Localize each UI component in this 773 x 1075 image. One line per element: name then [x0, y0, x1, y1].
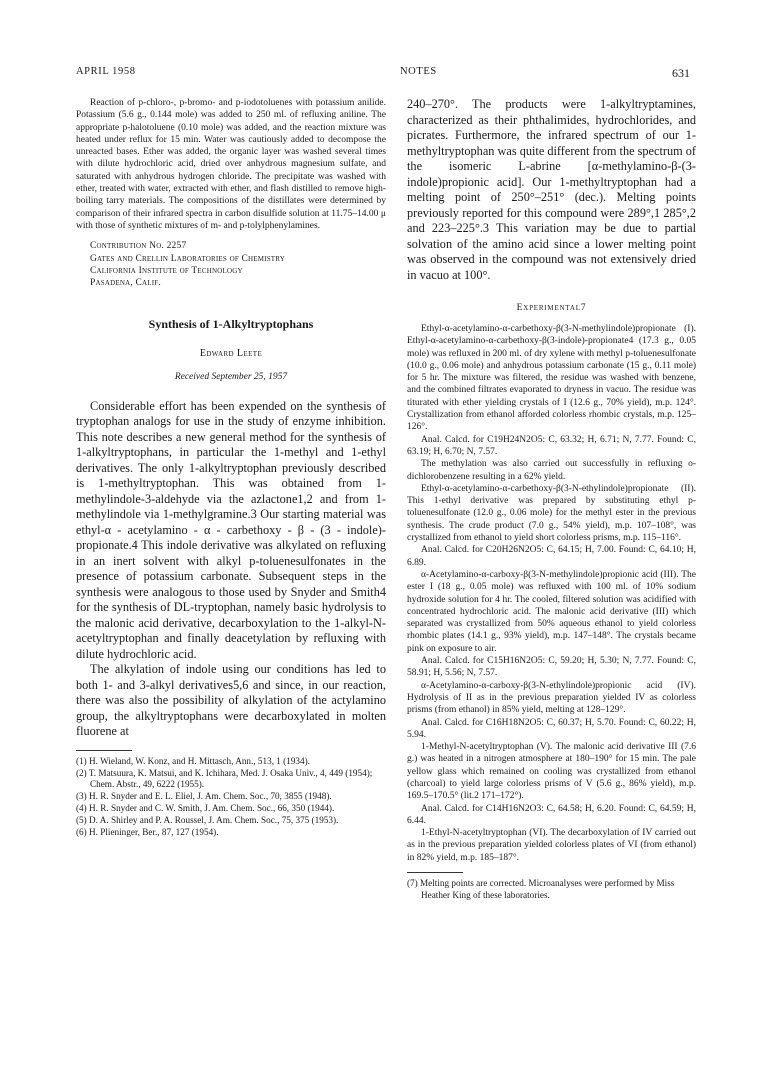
experimental-paragraph: α-Acetylamino-α-carboxy-β(3-N-methylindole)propionic acid (III). The ester I (18 g., 0.05 mole) was refluxed with 100 ml. of 10% sodium hydroxide solution for 4 hr. The cooled, filtered solution was acidified with concentrated hydrochloric acid. The malonic acid derivative (III) which separated was crystallized from 50% aqueous ethanol to yield colorless rhombic plates (14.1 g., 93% yield), m.p. 147–148°. The crystals became pink on exposure to air. — [407, 569, 696, 654]
footnotes — [76, 756, 386, 839]
intro-paragraph: Reaction of p-chloro-, p-bromo- and p-iodotoluenes with potassium anilide. Potassium (5.6 g., 0.144 mole) was added to 250 ml. of refluxing aniline. The appropriate p-halotoluene (0.10 mole) was added, and the reaction mixture was heated under reflux for 15 min. Water was cautiously added to decompose the unreacted bases. Ether was added, the organic layer was washed several times with dilute hydrochloric acid, dried over anhydrous magnesium sulfate, and saturated with anhydrous hydrogen chloride. The precipitate was washed with ether, treated with water, extracted with ether, and flash distilled to remove high-boiling tarry materials. The compositions of the distillates were determined by comparison of their infrared spectra in carbon disulfide solution at 11.75–14.00 μ with those of synthetic mixtures of m- and p-tolylphenylamines. — [76, 98, 386, 231]
analysis-line: Anal. Calcd. for C20H26N2O5: C, 64.15; H, 7.00. Found: C, 64.10; H, 6.89. — [407, 545, 696, 568]
footnote-divider — [407, 872, 463, 873]
page-number: 631 — [672, 66, 690, 80]
contribution-institute: California Institute of Technology — [90, 266, 243, 277]
experimental-paragraph: Ethyl-α-acetylamino-α-carbethoxy-β(3-N-methylindole)propionate (I). Ethyl-α-acetylamino-α-carbethoxy-β(3-indole)-propionate4 (17.3 g., 0.05 mole) was refluxed in 200 ml. of dry xylene with methyl p-toluenesulfonate (10.0 g., 0.06 mole) and anhydrous potassium carbonate (15 g., 0.11 mole) for 5 hr. The mixture was filtered, the residue was washed with benzene, and the combined filtrates evaporated to dryness in vacuo. The residue was titurated with ether yielding crystals of I (12.6 g., 70% yield), m.p. 124°. Crystallization from ethanol afforded colorless rhombic crystals, m.p. 125–126°. — [407, 324, 696, 433]
footnote-item: (4) H. R. Snyder and C. W. Smith, J. Am. Chem. Soc., 66, 350 (1944). — [76, 803, 335, 814]
analysis-line: Anal. Calcd. for C14H16N2O3: C, 64.58; H, 6.20. Found: C, 64.59; H, 6.44. — [407, 803, 696, 826]
footnote-item: (3) H. R. Snyder and E. L. Eliel, J. Am. Chem. Soc., 70, 3855 (1948). — [76, 791, 332, 802]
left-column — [76, 97, 386, 838]
continuation-paragraph: 240–270°. The products were 1-alkyltryptamines, characterized as their phthalimides, hydrochlorides, and picrates. Furthermore, the infrared spectrum of our 1-methyltryptophan was quite different from the spectrum of the isomeric L-abrine [α-methylamino-β-(3-indole)propionic acid]. Our 1-methyltryptophan had a melting point of 250°–251° (dec.). Melting points previously reported for this compound were 289°,1 285°,2 and 223–225°.3 This variation may be due to partial solvation of the amino acid since a lower melting point was observed in the compound was not extensively dried in vacuo at 100°. — [407, 97, 697, 282]
contribution-number: Contribution No. 2257 — [90, 241, 187, 252]
received-date: Received September 25, 1957 — [174, 371, 288, 382]
experimental-paragraph: 1-Methyl-N-acetyltryptophan (V). The malonic acid derivative III (7.6 g.) was heated in a nitrogen atmosphere at 180–190° for 15 min. The pale yellow glass which remained on cooling was crystallized from ethanol (charcoal) to yield large colorless prisms of V (5.6 g., 86% yield), m.p. 169.5–170.5° (lit.2 171–172°). — [407, 742, 696, 802]
contribution-city: Pasadena, Calif. — [90, 278, 161, 289]
experimental-heading: Experimental7 — [516, 303, 587, 313]
article-author: Edward Leete — [199, 347, 263, 359]
footnote-item: (2) T. Matsuura, K. Matsui, and K. Ichihara, Med. J. Osaka Univ., 4, 449 (1954); Chem. Abstr., 49, 6222 (1955). — [76, 767, 373, 790]
experimental-paragraph: Ethyl-α-acetylamino-α-carbethoxy-β(3-N-ethylindole)propionate (II). This 1-ethyl derivative was prepared by substituting ethyl p-toluenesulfonate (12.0 g., 0.06 mole) for the methyl ester in the previous synthesis. The crude product (7.0 g., 54% yield), m.p. 107–108°, was crystallized from ethanol to yield short colorless prisms, m.p. 115–116°. — [407, 483, 696, 544]
experimental-paragraph: α-Acetylamino-α-carboxy-β(3-N-ethylindole)propionic acid (IV). Hydrolysis of II as in the previous preparation yielded IV as colorless prisms (from ethanol) in 85% yield, melting at 128–129°. — [407, 680, 696, 716]
footnote-item: (6) H. Plieninger, Ber., 87, 127 (1954). — [76, 826, 219, 837]
running-header-date: APRIL 1958 — [76, 66, 136, 77]
experimental-paragraph: 1-Ethyl-N-acetyltryptophan (VI). The decarboxylation of IV carried out as in the previous preparation yielded colorless plates of VI (from ethanol) in 82% yield, m.p. 185–187°. — [407, 828, 696, 863]
footnote-item: (1) H. Wieland, W. Konz, and H. Mittasch, Ann., 513, 1 (1934). — [76, 755, 310, 766]
body-paragraph: The alkylation of indole using our conditions has led to both 1- and 3-alkyl derivatives5,6 and since, in our reaction, there was also the possibility of alkylation of the actylamino group, the alkyltryptophans were decarboxylated in molten fluorene at — [76, 662, 386, 739]
experimental-section — [407, 323, 696, 864]
experimental-paragraph: The methylation was also carried out successfully in refluxing o-dichlorobenzene resulting in a 62% yield. — [407, 459, 696, 482]
contribution-block — [76, 240, 386, 290]
footnote-item: (5) D. A. Shirley and P. A. Roussel, J. Am. Chem. Soc., 75, 375 (1953). — [76, 814, 339, 825]
right-column — [407, 97, 696, 902]
article-title: Synthesis of 1-Alkyltryptophans — [148, 316, 314, 331]
experimental-footnote — [407, 878, 696, 902]
contribution-lab: Gates and Crellin Laboratories of Chemistry — [90, 253, 286, 264]
body-paragraph: Considerable effort has been expended on the synthesis of tryptophan analogs for use in the study of enzyme inhibition. This note describes a new general method for the synthesis of 1-alkyltryptophans, in particular the 1-methyl and 1-ethyl derivatives. The only 1-alkyltryptophan previously described is 1-methyltryptophan. This was obtained from 1-methylindole-3-aldehyde via the azlactone1,2 and from 1-methylindole via 1-methylgramine.3 Our starting material was ethyl-α - acetylamino - α - carbethoxy - β - (3 - indole)-propionate.4 This indole derivative was alkylated on refluxing in an inert solvent with alkyl p-toluenesulfonates in the presence of potassium carbonate. Subsequent steps in the synthesis were analogous to those used by Snyder and Smith4 for the synthesis of DL-tryptophan, namely basic hydrolysis to the malonic acid derivative, decarboxylation to the 1-alkyl-N-acetyltryptophan and finally deacetylation by refluxing with dilute hydrochloric acid. — [76, 398, 386, 661]
footnote-divider — [76, 750, 132, 751]
analysis-line: Anal. Calcd. for C15H16N2O5: C, 59.20; H, 5.30; N, 7.77. Found: C, 58.91; H, 5.56; N, 7.57. — [407, 656, 696, 679]
running-header-section: NOTES — [400, 66, 437, 77]
analysis-line: Anal. Calcd. for C16H18N2O5: C, 60.37; H, 5.70. Found: C, 60.22; H, 5.94. — [407, 717, 696, 740]
footnote-item: (7) Melting points are corrected. Microanalyses were performed by Miss Heather King of these laboratories. — [407, 878, 675, 900]
analysis-line: Anal. Calcd. for C19H24N2O5: C, 63.32; H, 6.71; N, 7.77. Found: C, 63.19; H, 6.70; N, 7.57. — [407, 434, 696, 457]
